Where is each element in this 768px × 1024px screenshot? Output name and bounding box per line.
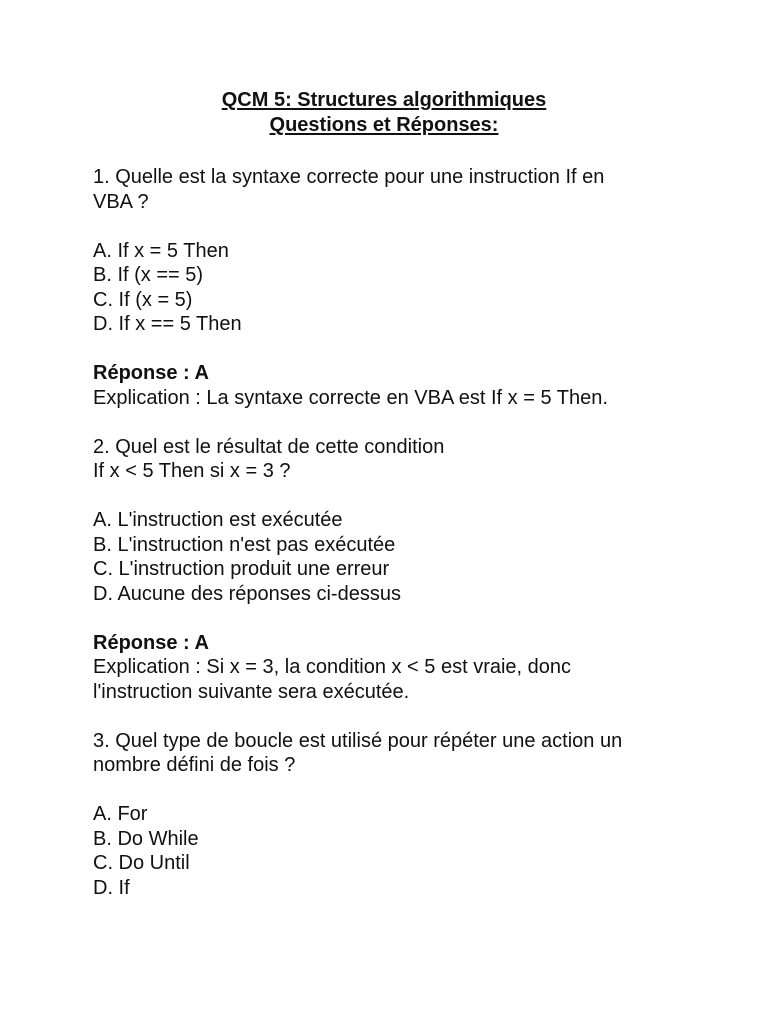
questions-content [93,165,693,900]
page-title: QCM 5: Structures algorithmiques [221,89,547,111]
answer-option: B. Do While [93,827,199,850]
title-block [0,88,768,138]
answer-option: A. L'instruction est exécutée [93,509,343,531]
question-text: 2. Quel est le résultat de cette condition [93,435,445,458]
answer-option: C. L'instruction produit une erreur [93,558,390,580]
answer-label: Réponse : A [93,631,209,654]
page-subtitle: Questions et Réponses: [269,114,499,136]
answer-option: A. If x = 5 Then [93,239,229,262]
explanation-text: l'instruction suivante sera exécutée. [93,680,410,703]
answer-option: B. L'instruction n'est pas exécutée [93,533,396,556]
question-text: VBA ? [93,190,149,213]
answer-option: D. Aucune des réponses ci-dessus [93,582,401,605]
explanation-text: Explication : La syntaxe correcte en VBA est If x = 5 Then. [93,386,608,409]
answer-option: A. For [93,803,148,825]
question-block-3 [93,729,693,901]
question-text: nombre défini de fois ? [93,754,296,776]
question-text: 3. Quel type de boucle est utilisé pour répéter une action un [93,729,623,752]
answer-option: D. If [93,876,130,899]
question-text: 1. Quelle est la syntaxe correcte pour une instruction If en [93,166,605,188]
answer-option: C. If (x = 5) [93,288,193,311]
question-block-2 [93,435,693,705]
question-text: If x < 5 Then si x = 3 ? [93,460,291,482]
answer-option: C. Do Until [93,852,190,874]
answer-label: Réponse : A [93,362,209,384]
answer-option: D. If x == 5 Then [93,313,242,335]
explanation-text: Explication : Si x = 3, la condition x < 5 est vraie, donc [93,656,572,678]
answer-option: B. If (x == 5) [93,264,204,286]
question-block-1 [93,165,693,410]
